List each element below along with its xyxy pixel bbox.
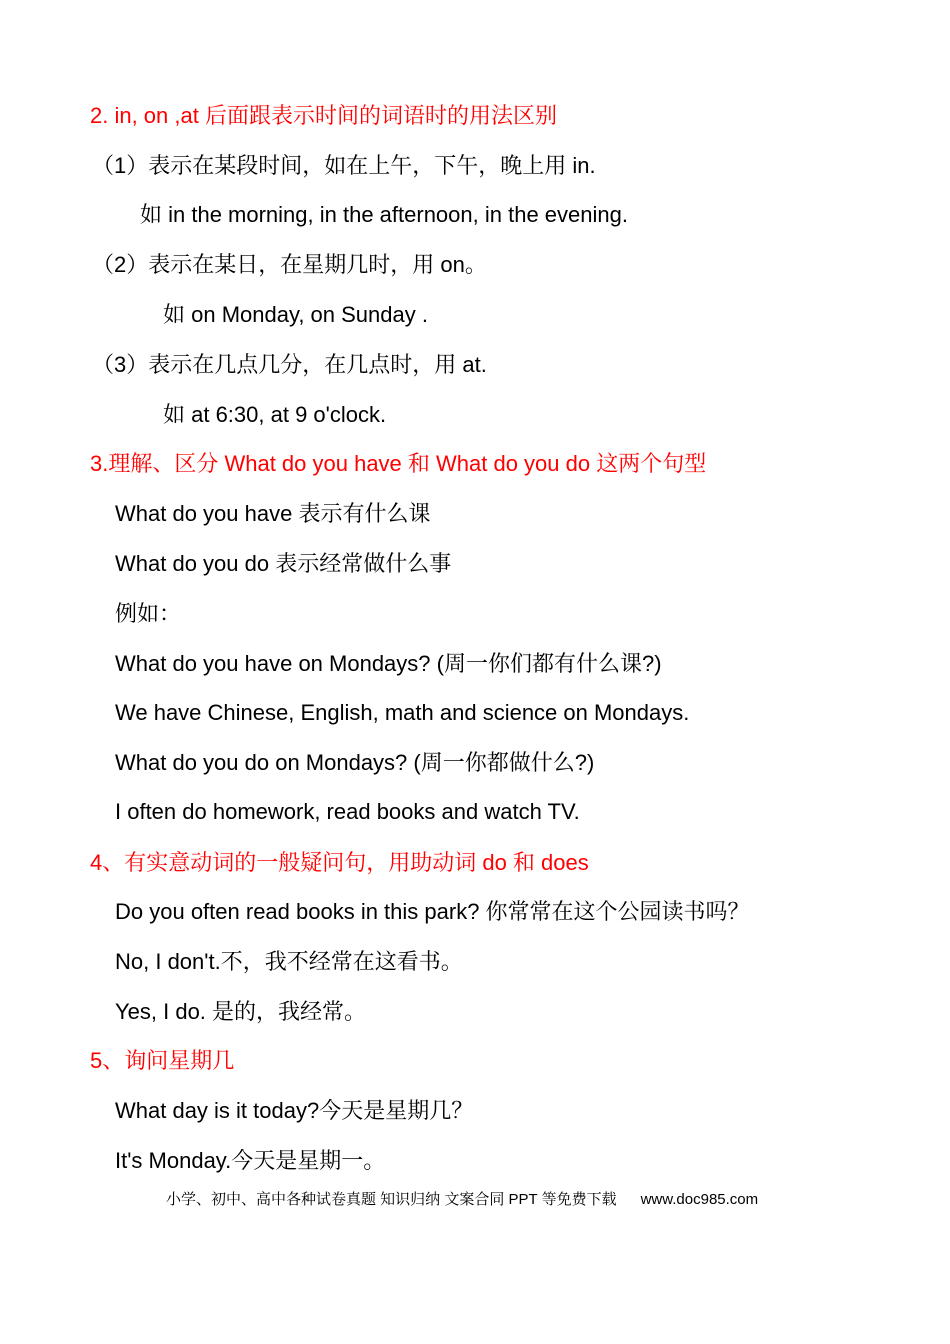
- section-3-line-1: What do you have 表示有什么课: [115, 501, 431, 526]
- section-2-item-2-example: 如 on Monday, on Sunday .: [163, 302, 428, 327]
- section-2-item-3-example: 如 at 6:30, at 9 o'clock.: [163, 402, 387, 427]
- section-4-heading: 4、有实意动词的一般疑问句，用助动词 do 和 does: [90, 850, 589, 875]
- section-2-item-1-example: 如 in the morning, in the afternoon, in the evening.: [140, 202, 628, 227]
- section-2-item-2: （2）表示在某日，在星期几时，用 on。: [92, 252, 487, 277]
- section-2-heading: 2. in, on ,at 后面跟表示时间的词语时的用法区别: [90, 103, 557, 128]
- section-3-line-4: What do you have on Mondays? (周一你们都有什么课?): [115, 651, 662, 676]
- page-footer: [166, 1190, 758, 1210]
- section-3-line-2: What do you do 表示经常做什么事: [115, 551, 452, 576]
- section-3-line-5: We have Chinese, English, math and science on Mondays.: [115, 700, 690, 725]
- footer-text: 小学、初中、高中各种试卷真题 知识归纳 文案合同 PPT 等免费下载: [166, 1191, 617, 1208]
- section-3-line-6: What do you do on Mondays? (周一你都做什么?): [115, 750, 595, 775]
- section-4-line-3: Yes, I do. 是的，我经常。: [115, 999, 367, 1024]
- section-4-line-1: Do you often read books in this park? 你常常在这个公园读书吗？: [115, 899, 750, 924]
- section-3-line-3: 例如：: [115, 601, 182, 626]
- section-3-heading: 3.理解、区分 What do you have 和 What do you do 这两个句型: [90, 451, 707, 476]
- section-2-item-3: （3）表示在几点几分，在几点时，用 at.: [92, 352, 487, 377]
- section-4-line-2: No, I don't.不，我不经常在这看书。: [115, 949, 463, 974]
- section-5-line-1: What day is it today?今天是星期几？: [115, 1098, 474, 1123]
- section-5-heading: 5、询问星期几: [90, 1048, 235, 1073]
- footer-site-link[interactable]: www.doc985.com: [640, 1191, 759, 1208]
- section-5-line-2: It's Monday.今天是星期一。: [115, 1148, 386, 1173]
- section-2-item-1: （1）表示在某段时间，如在上午，下午，晚上用 in.: [92, 153, 596, 178]
- section-3-line-7: I often do homework, read books and watch TV.: [115, 799, 580, 824]
